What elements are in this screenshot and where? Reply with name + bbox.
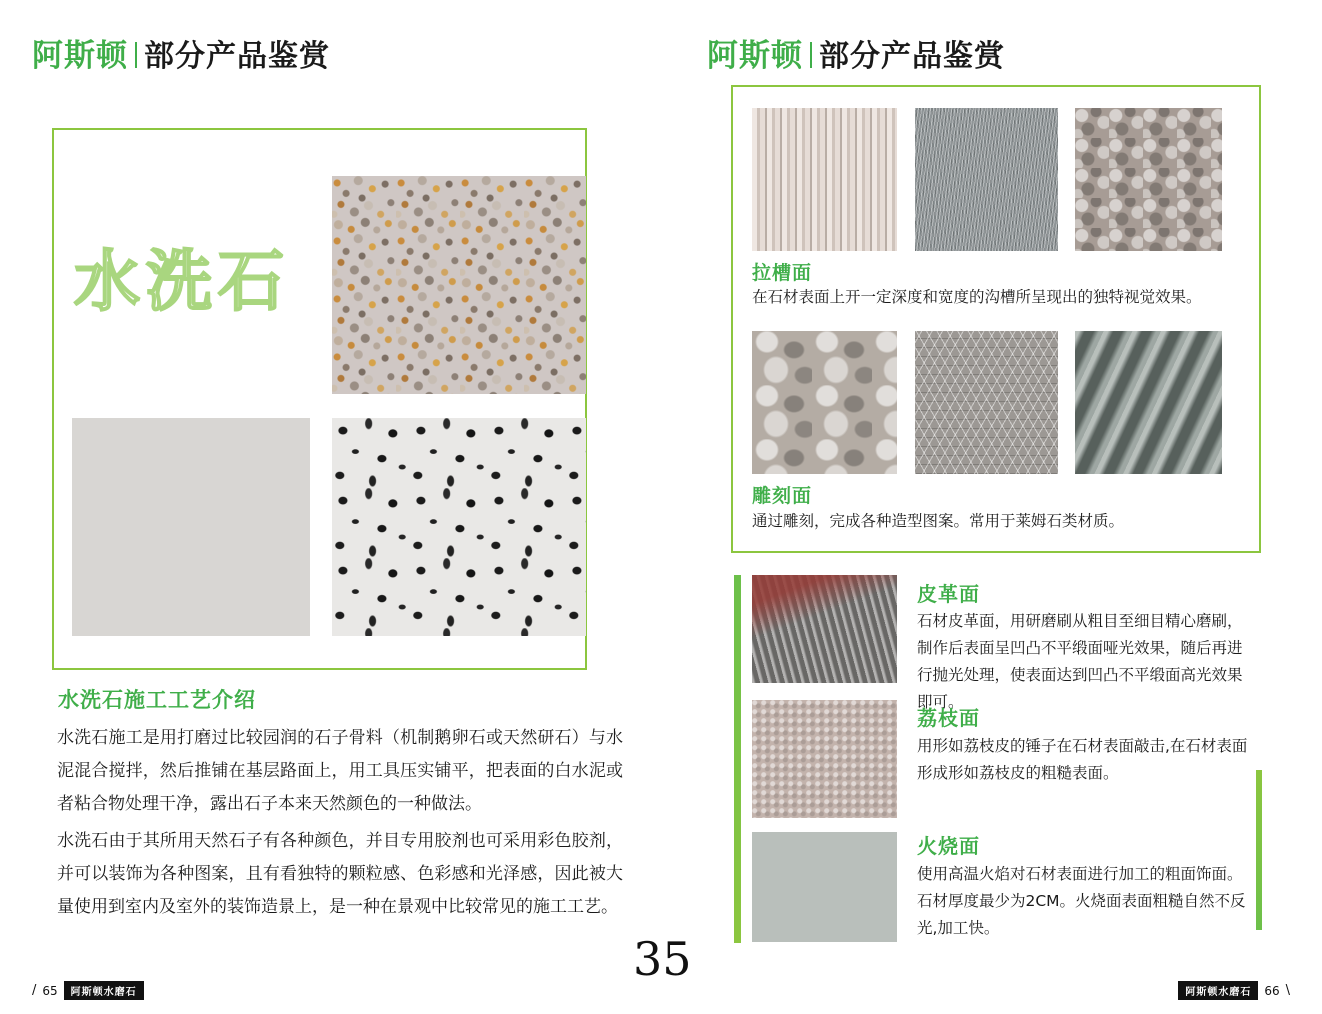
dark-gravel-washed-stone-photo [72, 418, 310, 636]
finish-label-carved: 雕刻面 [752, 485, 813, 507]
mottled-taupe-swatch [1075, 108, 1222, 251]
washstone-paragraph-2: 水洗石由于其所用天然石子有各种颜色，并目专用胶剂也可采用彩色胶剂，并可以装饰为各种图案，且有看独特的颗粒感、色彩感和光泽感，因此被大量使用到室内及室外的装饰造景上，是一种在景观中比较常见的施工工艺。 [57, 831, 623, 918]
brand-name: 阿斯顿 [707, 38, 803, 74]
center-page-number: 35 [633, 932, 692, 986]
right-page-header [707, 30, 1005, 75]
finish-label-flamed: 火烧面 [917, 834, 980, 858]
header-divider [810, 42, 812, 68]
grooved-beige-swatch [752, 108, 897, 251]
washstone-paragraph-1: 水洗石施工是用打磨过比较园润的石子骨料（机制鹅卵石或天然研石）与水泥混合搅拌，然后推铺在基层路面上，用工具压实铺平，把表面的白水泥或者粘合物处理干净，露出石子本来天然颜色的一种做法。 [57, 728, 623, 815]
left-accent-bar [734, 575, 741, 943]
footer-brand-tag-right: 阿斯顿水磨石 [1178, 981, 1258, 1000]
carved-rough-swatch [752, 331, 897, 474]
finish-desc-leather: 石材皮革面，用研磨刷从粗目至细目精心磨刷，制作后表面呈凹凸不平缎面哑光效果，随后再进行抛光处理，使表面达到凹凸不平缎面高光效果即可。 [917, 612, 1243, 712]
finish-desc-carved: 通过雕刻，完成各种造型图案。常用于莱姆石类材质。 [752, 512, 1125, 530]
header-subtitle: 部分产品鉴赏 [819, 39, 1005, 74]
brushed-grey-swatch [915, 108, 1058, 251]
carved-wave-swatch [1075, 331, 1222, 474]
footer-slash-right: \ [1285, 983, 1290, 998]
left-page-header [32, 30, 330, 75]
right-accent-bar [1256, 770, 1262, 930]
footer-page-number-left: 65 [42, 983, 58, 998]
left-page-footer [32, 981, 144, 1000]
carved-mesh-swatch [915, 331, 1058, 474]
colored-aggregate-washed-stone-photo [332, 176, 586, 394]
header-subtitle: 部分产品鉴赏 [144, 39, 330, 74]
white-black-speckle-washed-stone-photo [332, 418, 586, 636]
finish-label-litchi: 荔枝面 [917, 706, 980, 730]
right-page-footer [1178, 981, 1290, 1000]
flamed-finish-swatch [752, 832, 897, 942]
header-divider [135, 42, 137, 68]
finish-label-leather: 皮革面 [917, 582, 980, 606]
hero-title: 水洗石 [74, 243, 290, 320]
finish-desc-litchi: 用形如荔枝皮的锤子在石材表面敲击,在石材表面形成形如荔枝皮的粗糙表面。 [917, 737, 1248, 783]
litchi-finish-swatch [752, 700, 897, 818]
footer-brand-tag-left: 阿斯顿水磨石 [64, 981, 144, 1000]
footer-slash-left: / [32, 983, 37, 998]
brand-name: 阿斯顿 [32, 38, 128, 74]
footer-page-number-right: 66 [1264, 983, 1280, 998]
finish-label-grooved: 拉槽面 [752, 262, 813, 284]
finish-desc-grooved: 在石材表面上开一定深度和宽度的沟槽所呈现出的独特视觉效果。 [752, 288, 1202, 306]
finish-desc-flamed: 使用高温火焰对石材表面进行加工的粗面饰面。石材厚度最少为2CM。火烧面表面粗糙自然不反光,加工快。 [917, 865, 1246, 938]
section-title-washstone-process: 水洗石施工工艺介绍 [58, 688, 256, 712]
leather-finish-swatch [752, 575, 897, 683]
frame-notch [1257, 257, 1261, 457]
